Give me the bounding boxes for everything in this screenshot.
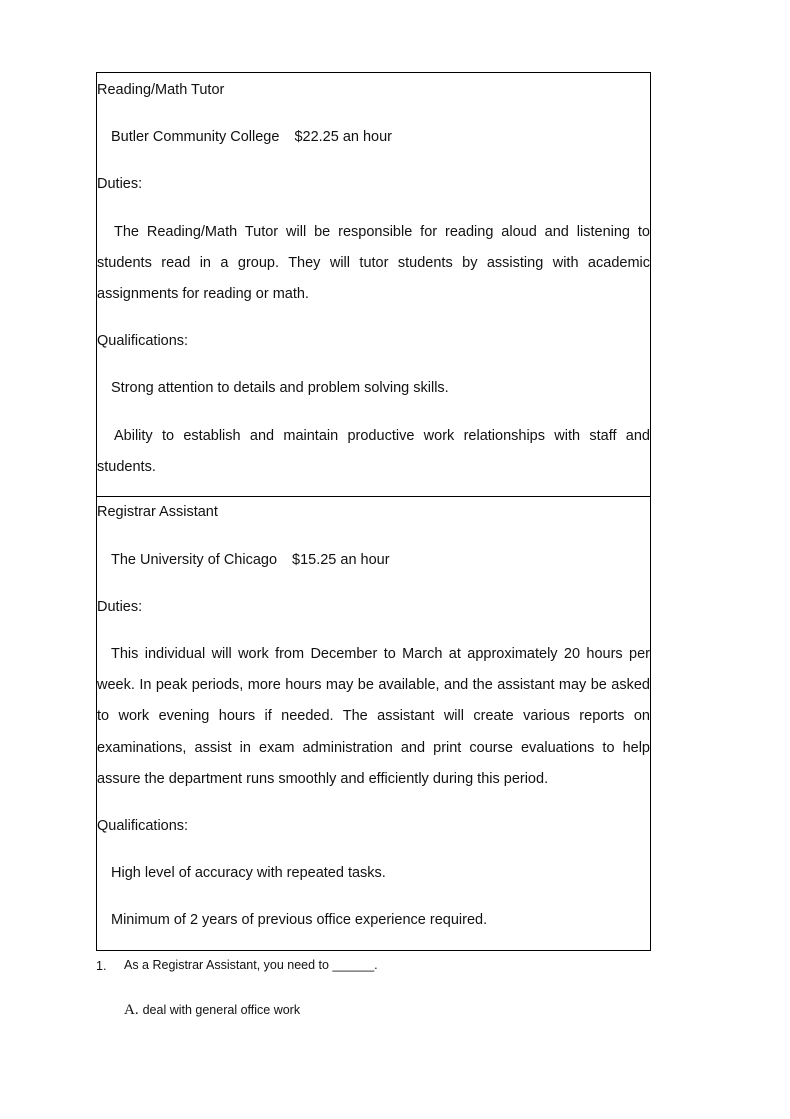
duties-line: examinations, assist in exam administration and print course evaluations to help: [97, 740, 650, 756]
pay-rate: $15.25 an hour: [292, 552, 390, 568]
job-title: Reading/Math Tutor: [97, 82, 225, 98]
employer-name: The University of Chicago: [111, 552, 278, 568]
job-cell-reading-math-tutor: [97, 73, 650, 497]
qualification-item-continued: students.: [97, 459, 156, 475]
job-title: Registrar Assistant: [97, 504, 218, 520]
duties-label: Duties:: [97, 176, 143, 192]
answer-option-a[interactable]: [124, 1002, 300, 1018]
duties-line: to work evening hours if needed. The assistant will create various reports on: [97, 708, 650, 724]
question-number: 1.: [96, 959, 107, 973]
job-employer-pay: [97, 550, 650, 570]
qualifications-label: Qualifications:: [97, 818, 189, 834]
qualifications-label: Qualifications:: [97, 333, 189, 349]
employer-name: Butler Community College: [111, 129, 280, 145]
job-listings-table: [96, 72, 651, 951]
job-employer-pay: [97, 127, 650, 147]
option-letter: A.: [124, 1002, 139, 1018]
pay-rate: $22.25 an hour: [294, 129, 392, 145]
qualification-item: Strong attention to details and problem solving skills.: [111, 380, 449, 396]
qualification-item: Ability to establish and maintain productive work relationships with staff and: [114, 428, 650, 444]
qualification-item: High level of accuracy with repeated tasks.: [111, 865, 386, 881]
duties-line: students read in a group. They will tutor students by assisting with academic: [97, 255, 650, 271]
duties-label: Duties:: [97, 599, 143, 615]
job-cell-registrar-assistant: [97, 497, 650, 950]
question-text: As a Registrar Assistant, you need to ______.: [124, 958, 378, 972]
qualification-item: Minimum of 2 years of previous office experience required.: [111, 912, 488, 928]
duties-line: assignments for reading or math.: [97, 286, 309, 302]
option-text: deal with general office work: [142, 1003, 301, 1017]
duties-line: This individual will work from December to March at approximately 20 hours per: [111, 646, 650, 662]
duties-line: week. In peak periods, more hours may be available, and the assistant may be asked: [97, 677, 650, 693]
duties-line: The Reading/Math Tutor will be responsible for reading aloud and listening to: [114, 224, 650, 240]
duties-line: assure the department runs smoothly and efficiently during this period.: [97, 771, 549, 787]
